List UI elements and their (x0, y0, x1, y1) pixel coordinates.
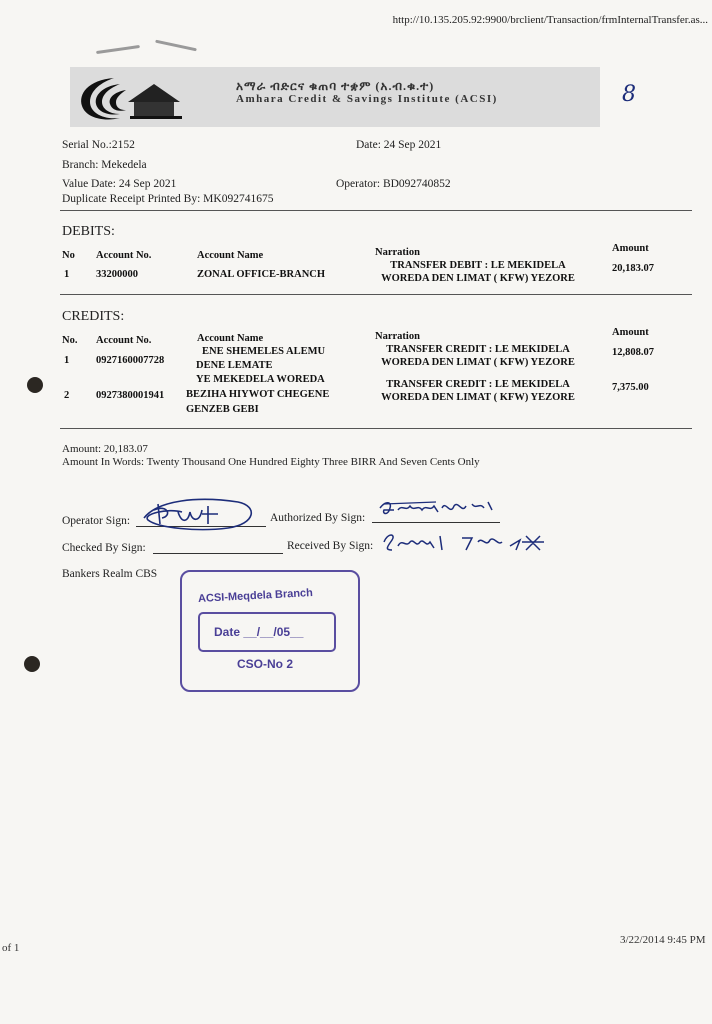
divider (60, 294, 692, 295)
credit-row-account-no: 0927380001941 (96, 390, 165, 401)
checked-sign-line (153, 553, 283, 554)
receipt-date: Date: 24 Sep 2021 (356, 139, 442, 151)
handwritten-page-mark: 8 (622, 82, 636, 107)
debit-row-narration-line1: TRANSFER DEBIT : LE MEKIDELA (390, 260, 566, 271)
debits-title: DEBITS: (62, 224, 115, 239)
punch-hole (27, 377, 43, 393)
credit-row-account-name-line2: DENE LEMATE (196, 360, 273, 371)
authorized-sign-line (372, 522, 500, 523)
system-name: Bankers Realm CBS (62, 568, 158, 580)
credits-header-narration: Narration (375, 331, 420, 342)
staple-left (96, 45, 140, 54)
credit-row-no: 2 (64, 390, 70, 401)
debit-row-no: 1 (64, 269, 70, 280)
operator-id: Operator: BD092740852 (336, 178, 451, 190)
branch: Branch: Mekedela (62, 159, 147, 171)
credits-header-account-name: Account Name (197, 333, 264, 344)
credit-row-narration-line2: WOREDA DEN LIMAT ( KFW) YEZORE (381, 357, 575, 368)
source-url: http://10.135.205.92:9900/brclient/Transaction/frmInternalTransfer.as... (392, 14, 708, 26)
credit-row-account-name-line2: BEZIHA HIYWOT CHEGENE (186, 389, 330, 400)
printed-by: Duplicate Receipt Printed By: MK092741675 (62, 193, 274, 205)
authorized-signature-icon (376, 496, 498, 522)
stamp-date: Date __/__/05__ (214, 625, 304, 639)
debits-header-account-no: Account No. (96, 250, 152, 261)
punch-hole (24, 656, 40, 672)
amount-in-words: Amount In Words: Twenty Thousand One Hundred Eighty Three BIRR And Seven Cents Only (62, 456, 480, 468)
acsi-logo-icon (74, 72, 186, 124)
divider (60, 428, 692, 429)
checked-sign-label: Checked By Sign: (62, 542, 146, 554)
value-date: Value Date: 24 Sep 2021 (62, 178, 177, 190)
debits-header-amount: Amount (612, 243, 649, 254)
credit-row-amount: 12,808.07 (612, 347, 654, 358)
debits-header-no: No (62, 250, 75, 261)
credits-title: CREDITS: (62, 309, 125, 324)
credit-row-no: 1 (64, 355, 70, 366)
debit-row-account-no: 33200000 (96, 269, 138, 280)
serial-number: Serial No.:2152 (62, 139, 135, 151)
credit-row-account-name-line1: YE MEKEDELA WOREDA (196, 374, 325, 385)
credit-row-account-name-line1: ENE SHEMELES ALEMU (202, 346, 326, 357)
credit-row-amount: 7,375.00 (612, 382, 649, 393)
credits-header-amount: Amount (612, 327, 649, 338)
credit-row-account-name-line3: GENZEB GEBI (186, 404, 259, 415)
credit-row-narration-line1: TRANSFER CREDIT : LE MEKIDELA (386, 344, 570, 355)
authorized-sign-label: Authorized By Sign: (270, 512, 366, 524)
received-signature-icon (380, 528, 552, 556)
institute-name-amharic: አማራ ብድርና ቁጠባ ተቋም (አ.ብ.ቁ.ተ) (236, 79, 435, 93)
total-amount: Amount: 20,183.07 (62, 443, 148, 455)
credits-header-no: No. (62, 335, 78, 346)
stamp-cso-number: CSO-No 2 (237, 657, 294, 671)
institute-name-english: Amhara Credit & Savings Institute (ACSI) (236, 93, 498, 105)
staple-right (155, 40, 197, 52)
debits-header-narration: Narration (375, 247, 420, 258)
operator-signature-icon (138, 494, 262, 532)
credit-row-account-no: 0927160007728 (96, 355, 165, 366)
debit-row-amount: 20,183.07 (612, 263, 654, 274)
received-sign-label: Received By Sign: (287, 540, 374, 552)
divider (60, 210, 692, 211)
debits-header-account-name: Account Name (197, 250, 264, 261)
print-timestamp: 3/22/2014 9:45 PM (620, 934, 706, 946)
credits-header-account-no: Account No. (96, 335, 152, 346)
stamp-branch-name: ACSI-Meqdela Branch (197, 587, 314, 605)
credit-row-narration-line2: WOREDA DEN LIMAT ( KFW) YEZORE (381, 392, 575, 403)
credit-row-narration-line1: TRANSFER CREDIT : LE MEKIDELA (386, 379, 570, 390)
operator-sign-label: Operator Sign: (62, 515, 131, 527)
page-count: of 1 (2, 942, 20, 954)
debit-row-account-name: ZONAL OFFICE-BRANCH (197, 269, 326, 280)
debit-row-narration-line2: WOREDA DEN LIMAT ( KFW) YEZORE (381, 273, 575, 284)
